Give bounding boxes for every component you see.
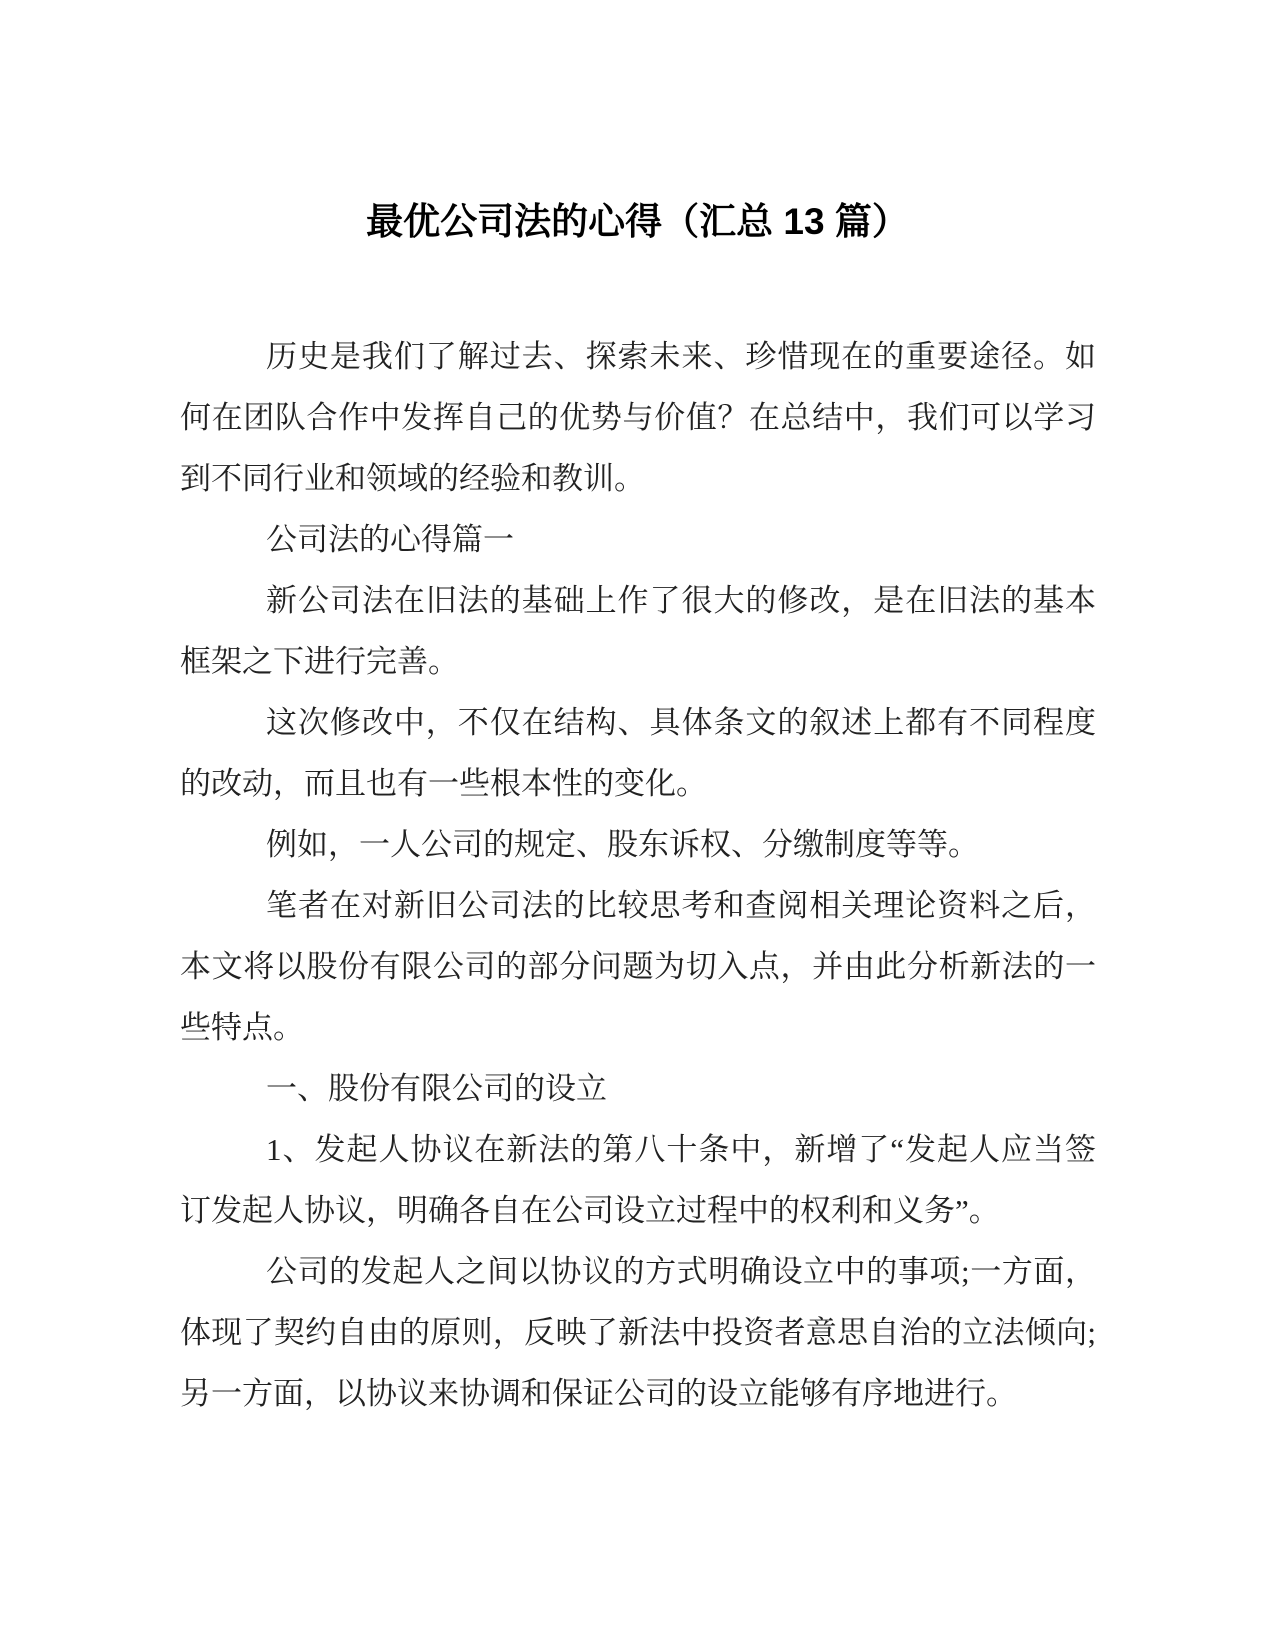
paragraph: 公司法的心得篇一 xyxy=(266,522,514,557)
document-title: 最优公司法的心得（汇总 13 篇） xyxy=(366,201,909,242)
paragraph: 笔者在对新旧公司法的比较思考和查阅相关理论资料之后，本文将以股份有限公司的部分问题为切入点，并由此分析新法的一些特点。 xyxy=(180,888,1096,1045)
paragraph: 历史是我们了解过去、探索未来、珍惜现在的重要途径。如何在团队合作中发挥自己的优势与价值？在总结中，我们可以学习到不同行业和领域的经验和教训。 xyxy=(180,339,1096,496)
paragraph: 新公司法在旧法的基础上作了很大的修改，是在旧法的基本框架之下进行完善。 xyxy=(180,583,1096,679)
paragraph: 这次修改中，不仅在结构、具体条文的叙述上都有不同程度的改动，而且也有一些根本性的变化。 xyxy=(180,705,1096,801)
paragraph: 公司的发起人之间以协议的方式明确设立中的事项;一方面，体现了契约自由的原则，反映了新法中投资者意思自治的立法倾向;另一方面，以协议来协调和保证公司的设立能够有序地进行。 xyxy=(180,1254,1096,1411)
paragraph: 例如，一人公司的规定、股东诉权、分缴制度等等。 xyxy=(266,827,979,862)
paragraph: 一、股份有限公司的设立 xyxy=(266,1071,607,1106)
paragraph: 1、发起人协议在新法的第八十条中，新增了“发起人应当签订发起人协议，明确各自在公司设立过程中的权利和义务”。 xyxy=(180,1132,1096,1228)
document-body xyxy=(180,326,1096,1424)
